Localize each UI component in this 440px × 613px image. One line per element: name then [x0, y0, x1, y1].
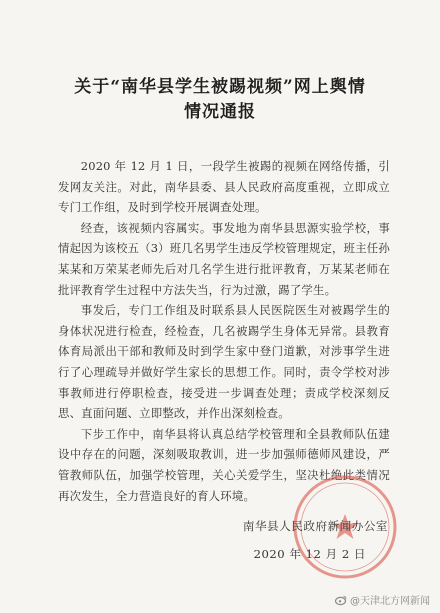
document-body	[58, 156, 390, 506]
paragraph-1: 2020 年 12 月 1 日，一段学生被踢的视频在网络传播，引发网友关注。对此，南华县委、县人民政府高度重视，立即成立专门工作组，及时到学校开展调查处理。	[58, 159, 390, 215]
paragraph-3: 事发后，专门工作组及时联系县人民医院医生对被踢学生的身体状况进行检查，经检查，几名被踢学生身体无异常。县教育体育局派出干部和教师及时到学生家中登门道歉，对涉事学生进行了心理疏导并做好学生家长的思想工作。同时，责令学校对涉事教师进行停职检查，接受进一步调查处理；责成学校深刻反思、直面问题、立即整改，并作出深刻检查。	[58, 303, 390, 421]
watermark-text: @天津北方网新闻	[350, 596, 430, 607]
paragraph-2: 经查，该视频内容属实。事发地为南华县思源实验学校，事情起因为该校五（3）班几名男学生违反学校管理规定，班主任孙某某和万荣某老师先后对几名学生进行批评教育，万某某老师在批评教育学生过程中方法失当，行为过激，踢了学生。	[58, 220, 390, 297]
signature-date: 2020 年 12 月 2 日	[253, 547, 366, 561]
watermark	[335, 592, 430, 607]
document-title-line2: 情况通报	[184, 102, 256, 122]
document-title-line1: 关于“南华县学生被踢视频”网上舆情	[74, 77, 366, 97]
signature-organization: 南华县人民政府新闻办公室	[242, 519, 388, 533]
paragraph-4: 下步工作中，南华县将认真总结学校管理和全县教师队伍建设中存在的问题，深刻吸取教训，进一步加强师德师风建设，严管教师队伍，加强学校管理，关心关爱学生，坚决杜绝此类情况再次发生，全力营造良好的育人环境。	[58, 426, 390, 503]
weibo-icon	[335, 594, 347, 606]
